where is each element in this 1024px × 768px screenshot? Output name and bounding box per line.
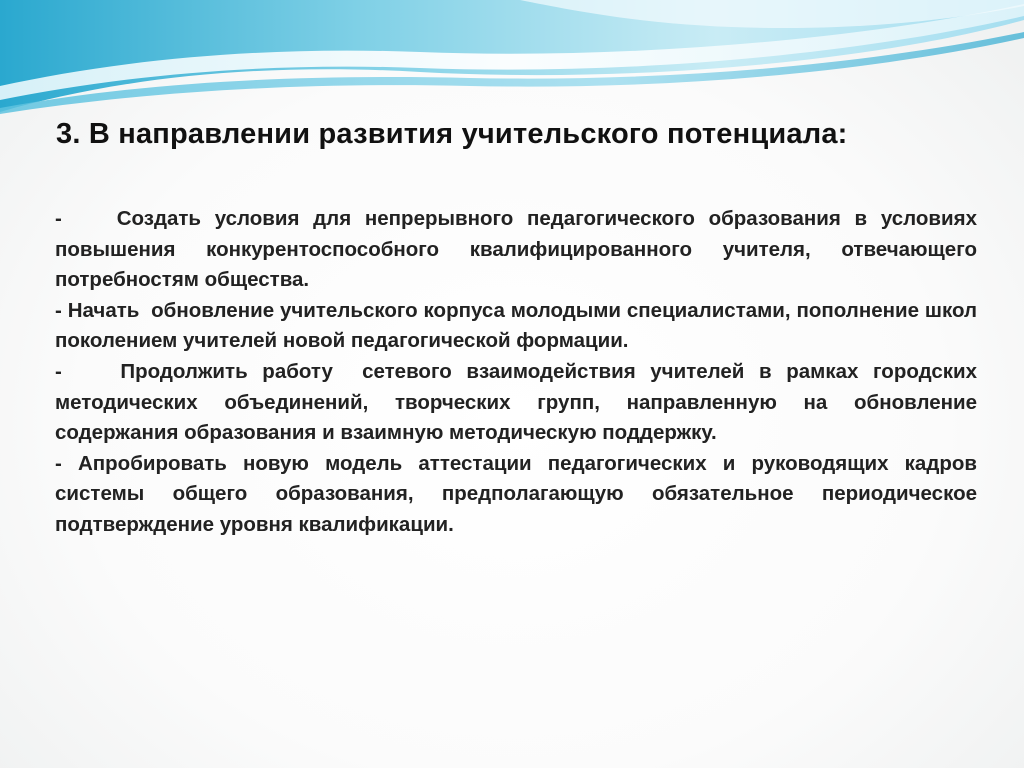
- bullet-paragraph-3: - Продолжить работу сетевого взаимодействия учителей в рамках городских методических объединений, творческих групп, направленную на обновление содержания образования и взаимную методическую поддержку.: [55, 359, 983, 445]
- slide-title: 3. В направлении развития учительского потенциала:: [56, 118, 848, 150]
- header-wave-decoration: [0, 0, 1024, 130]
- bullet-paragraph-4: - Апробировать новую модель аттестации педагогических и руководящих кадров системы общего образования, предполагающую обязательное периодическое подтверждение уровня квалификации.: [55, 451, 983, 536]
- bullet-paragraph-2: - Начать обновление учительского корпуса молодыми специалистами, пополнение школ поколением учителей новой педагогической формации.: [55, 298, 995, 353]
- bullet-paragraph-1: - Создать условия для непрерывного педагогического образования в условиях повышения конкурентоспособного квалифицированного учителя, отвечающего потребностям общества.: [55, 207, 983, 292]
- slide-body: [55, 204, 995, 541]
